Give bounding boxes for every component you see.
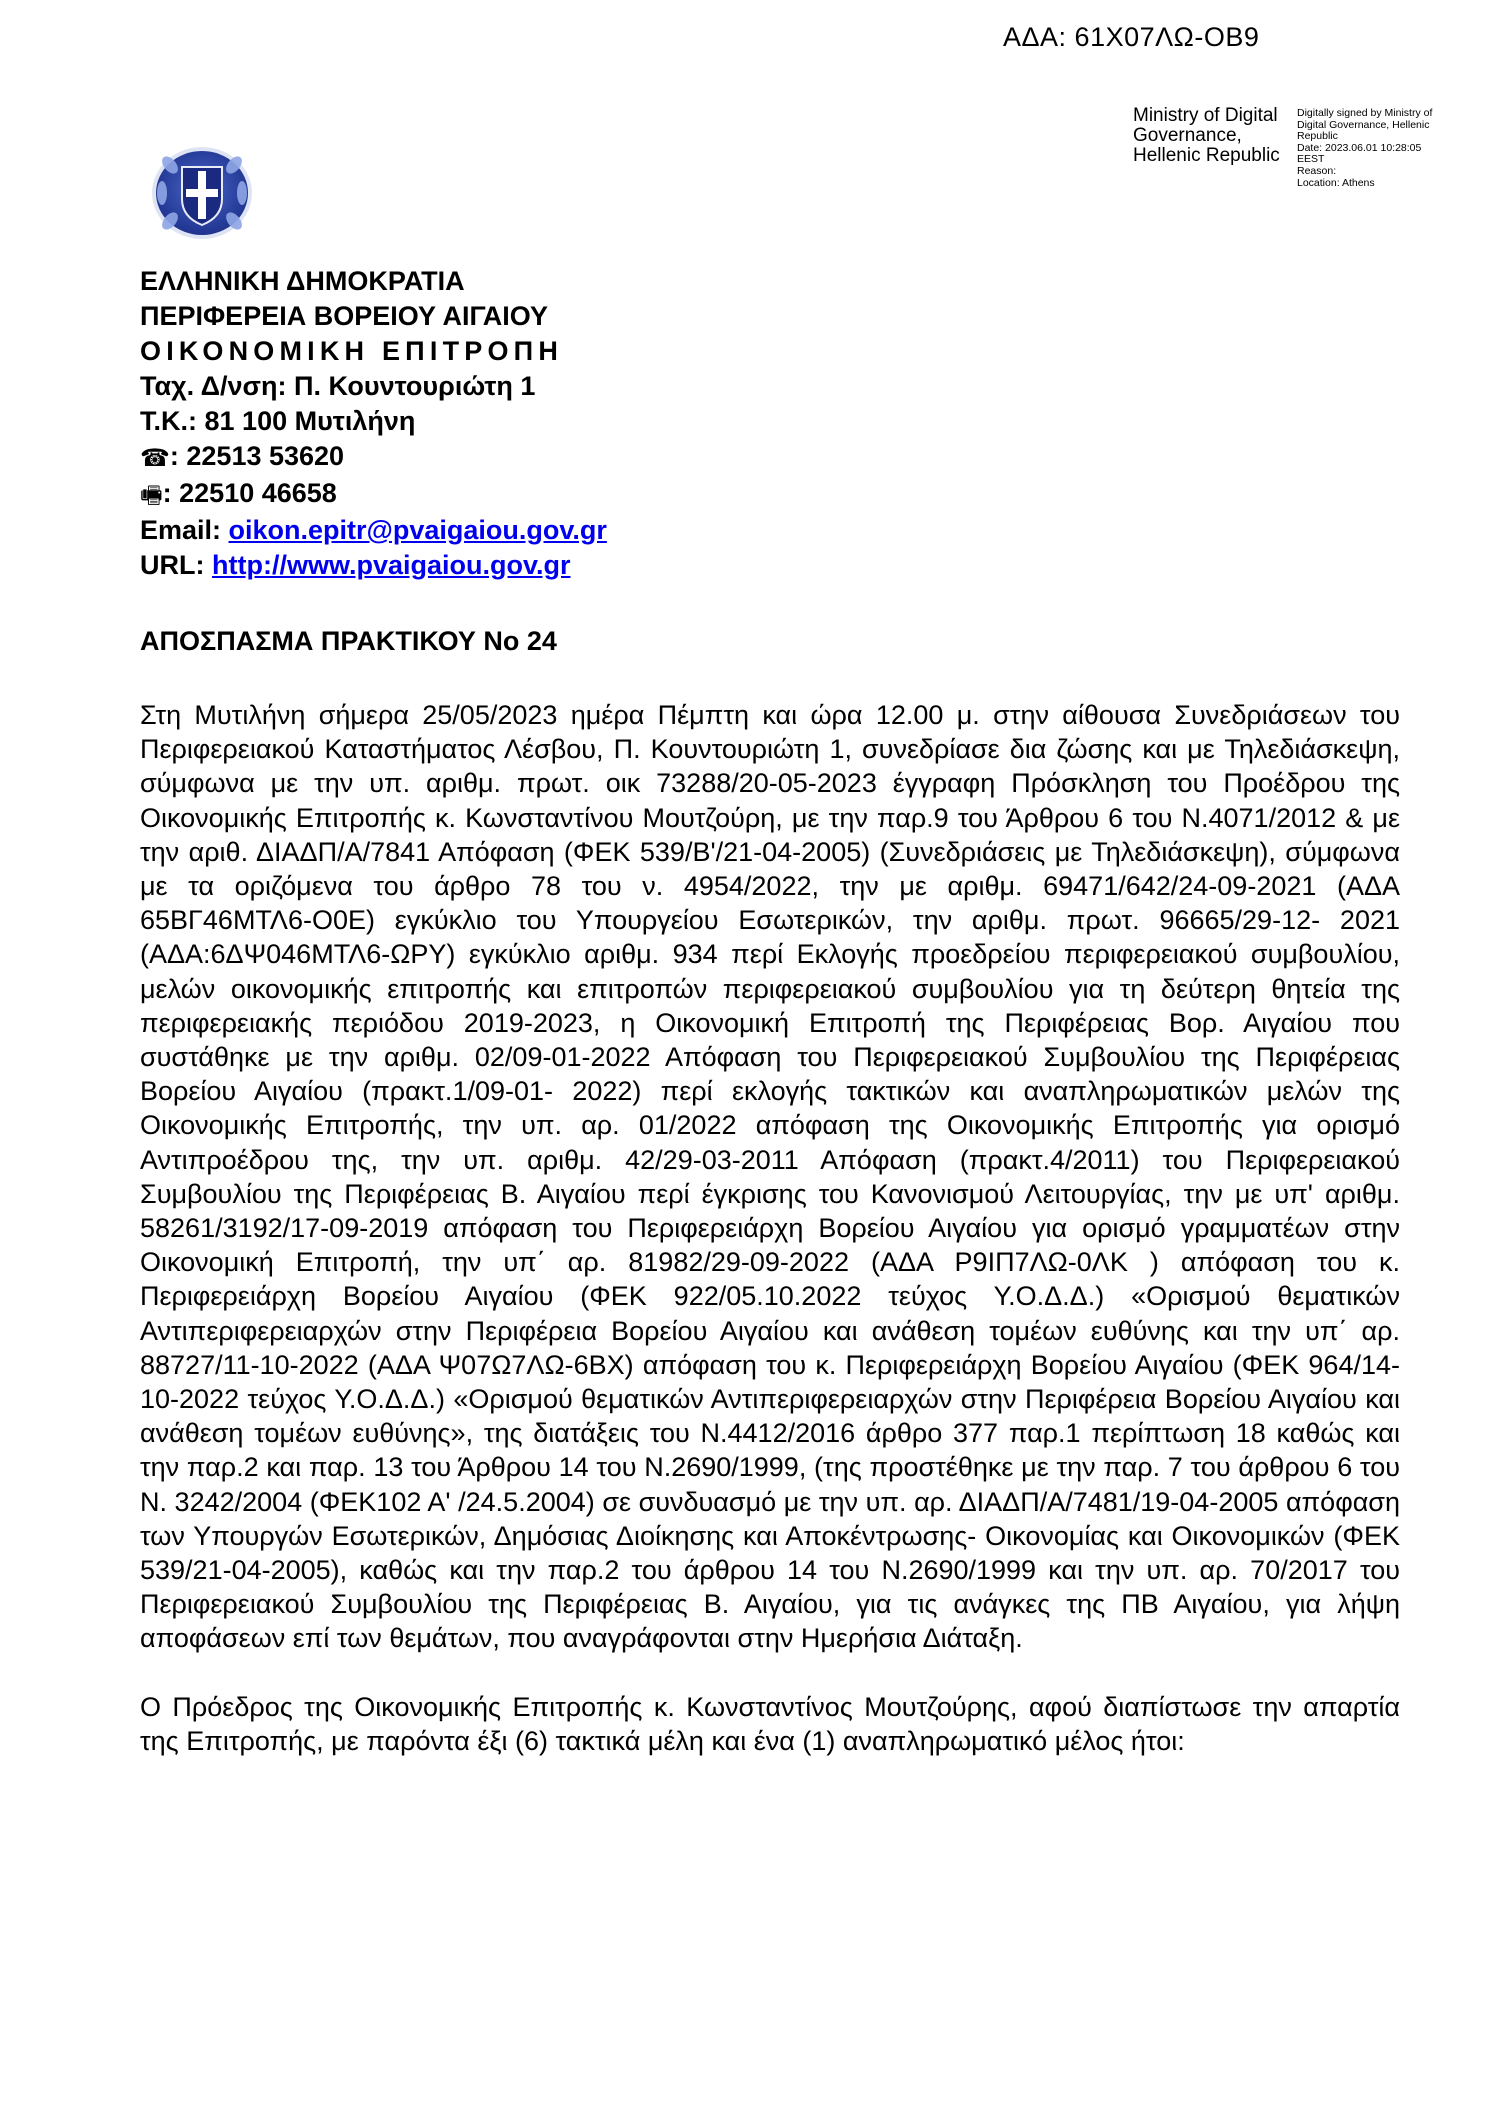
letterhead-committee: ΟΙΚΟΝΟΜΙΚΗ ΕΠΙΤΡΟΠΗ	[140, 336, 564, 366]
signature-detail-line: Reason:	[1297, 164, 1337, 177]
digital-signature	[1133, 106, 1467, 189]
body-text-line: αριθμ. 42/29-03-2011 Απόφαση (πρακτ.4/2011) του Περιφερειακού Συμβουλίου της	[140, 1144, 1400, 1209]
body-text-line: 2021 (ΑΔΑ:6ΔΨ046ΜΤΛ6-ΩΡΥ) εγκύκλιο αριθμ. 934 περί Εκλογής προεδρείου	[140, 905, 1400, 970]
letterhead-address: Ταχ. Δ/νση: Π. Κουντουριώτη 1	[140, 371, 536, 401]
body-text-line: δια ζώσης και με Τηλεδιάσκεψη, σύμφωνα με την υπ. αριθμ. πρωτ. οικ 73288/20-05-2023	[140, 734, 1400, 799]
fax-icon: 🖷	[140, 482, 163, 509]
body-text-line: απαρτία της Επιτροπής, με παρόντα έξι (6) τακτικά μέλη και ένα (1) αναπληρωματικό μέλος	[140, 1691, 1400, 1756]
body-text-line: παρ.2 και παρ. 13 του Άρθρου 14 του Ν.2690/1999, (της προστέθηκε με την παρ. 7 του	[186, 1452, 1239, 1483]
body-text-line: Αποκέντρωσης- Οικονομίας και Οικονομικών (ΦΕΚ 539/21-04-2005), καθώς και την παρ.2	[140, 1520, 1400, 1586]
body-text-line: Περιφερειάρχη Βορείου Αιγαίου (ΦΕΚ 964/14-10-2022 τεύχος Υ.Ο.Δ.Δ.) «Ορισμού	[140, 1349, 1400, 1415]
email-label: Email:	[140, 515, 229, 545]
ada-code: ΑΔΑ: 61Χ07ΛΩ-ΟΒ9	[1003, 22, 1260, 52]
body-text-line: περιφερειακού συμβουλίου, μελών οικονομικής επιτροπής και επιτροπών περιφερειακού	[140, 939, 1400, 1004]
letterhead-email	[140, 513, 607, 548]
signature-name-line: Hellenic Republic	[1133, 145, 1280, 166]
letterhead	[140, 264, 607, 583]
document-title: ΑΠΟΣΠΑΣΜΑ ΠΡΑΚΤΙΚΟΥ Νο 24	[140, 626, 557, 656]
signature-detail-line: Location: Athens	[1297, 176, 1375, 189]
body-text-line: ευθύνης», της διατάξεις του Ν.4412/2016 άρθρο 377 παρ.1 περίπτωση 18 καθώς και την	[140, 1418, 1400, 1483]
letterhead-phone	[140, 439, 607, 476]
signature-name-line: Ministry of Digital	[1133, 105, 1278, 126]
body-text-line: ήτοι:	[1130, 1725, 1185, 1756]
body-text-line: συμβουλίου για τη δεύτερη θητεία της περιφερειακής περιόδου 2019-2023, η Οικονομική	[140, 973, 1400, 1038]
hellenic-republic-emblem-icon	[148, 143, 256, 243]
letterhead-country: ΕΛΛΗΝΙΚΗ ΔΗΜΟΚΡΑΤΙΑ	[140, 266, 465, 296]
signature-detail-line: Digital Governance, Hellenic	[1297, 118, 1430, 131]
body-text-line: τομέων ευθύνης και την υπ΄ αρ. 88727/11-10-2022 (ΑΔΑ Ψ07Ω7ΛΩ-6ΒΧ) απόφαση του κ.	[140, 1315, 1400, 1380]
body-text-line: του άρθρου 14 του Ν.2690/1999 και την υπ. αρ. 70/2017 του Περιφερειακού Συμβουλίου της	[140, 1555, 1401, 1620]
signature-details	[1297, 108, 1467, 189]
body-text-line: θεματικών Αντιπεριφερειαρχών στην Περιφέρεια Βορείου Αιγαίου και ανάθεση τομέων	[140, 1384, 1400, 1449]
body-text-line: Ο Πρόεδρος της Οικονομικής Επιτροπής κ. Κωνσταντίνος Μουτζούρης, αφού διαπίστωσε την	[140, 1691, 1304, 1722]
paragraph-minutes-intro	[140, 698, 1400, 1656]
letterhead-fax	[140, 476, 607, 513]
telephone-icon: ☎	[140, 445, 170, 472]
body-text-line: υπ. αρ. 01/2022 απόφαση της Οικονομικής Επιτροπής για ορισμό Αντιπροέδρου της, την υπ.	[140, 1110, 1400, 1175]
body-text-line: Επιτροπή της Περιφέρειας Βορ. Αιγαίου που συστάθηκε με την αριθμ. 02/09-01-2022	[140, 1007, 1400, 1073]
signature-detail-line: Republic	[1297, 130, 1338, 143]
body-text-line: Περιφέρειας Β. Αιγαίου, για τις ανάγκες της ΠΒ Αιγαίου, για λήψη αποφάσεων επί των	[140, 1589, 1400, 1654]
body-text-line: οριζόμενα του άρθρο 78 του ν. 4954/2022, την με αριθμ. 69471/642/24-09-2021 (ΑΔΑ	[234, 871, 1400, 902]
body-text-line: Συνεδριάσεων του Περιφερειακού Καταστήματος Λέσβου, Π. Κουντουριώτη 1, συνεδρίασε	[140, 700, 1400, 765]
body-text-line: ) απόφαση του κ. Περιφερειάρχη Βορείου Αιγαίου (ΦΕΚ 922/05.10.2022 τεύχος Υ.Ο.Δ.Δ.)	[140, 1247, 1400, 1312]
fax-number: : 22510 46658	[162, 478, 337, 508]
body-text-line: Απόφαση (ΦΕΚ 539/Β'/21-04-2005) (Συνεδριάσεις με Τηλεδιάσκεψη), σύμφωνα με τα	[140, 836, 1400, 902]
body-text-line: 65ΒΓ46ΜΤΛ6-Ο0Ε) εγκύκλιο του Υπουργείου Εσωτερικών, την αριθμ. πρωτ. 96665/29-12-	[140, 905, 1340, 936]
letterhead-postal: Τ.Κ.: 81 100 Μυτιλήνη	[140, 406, 416, 436]
signature-detail-line: Digitally signed by Ministry of	[1297, 107, 1433, 119]
body-text-line: Απόφαση του Περιφερειακού Συμβουλίου της Περιφέρειας Βορείου Αιγαίου (πρακτ.1/09-01-	[140, 1042, 1400, 1107]
body-text-line: ΔΙΑΔΠ/Α/7481/19-04-2005 απόφαση των Υπουργών Εσωτερικών, Δημόσιας Διοίκησης και	[140, 1486, 1400, 1551]
signature-detail-line: Date: 2023.06.01 10:28:05	[1297, 141, 1422, 154]
body-text-line: έγγραφη Πρόσκληση του Προέδρου της Οικονομικής Επιτροπής κ. Κωνσταντίνου	[140, 768, 1400, 833]
letterhead-region: ΠΕΡΙΦΕΡΕΙΑ ΒΟΡΕΙΟΥ ΑΙΓΑΙΟΥ	[140, 301, 549, 331]
website-link[interactable]: http://www.pvaigaiou.gov.gr	[211, 550, 571, 580]
body-text-line: «Ορισμού θεματικών Αντιπεριφερειαρχών στην Περιφέρεια Βορείου Αιγαίου και ανάθεση	[140, 1281, 1401, 1346]
email-link[interactable]: oikon.epitr@pvaigaiou.gov.gr	[228, 515, 607, 545]
body-text-line: γραμματέων στην Οικονομική Επιτροπή, την υπ΄ αρ. 81982/29-09-2022 (ΑΔΑ Ρ9ΙΠ7ΛΩ-0ΛΚ	[140, 1213, 1401, 1278]
document-body	[140, 698, 1400, 1758]
letterhead-url	[140, 548, 607, 583]
body-text-line: Περιφέρειας Β. Αιγαίου περί έγκρισης του Κανονισμού Λειτουργίας, την με υπ' αριθμ.	[344, 1178, 1400, 1209]
body-text-line: 58261/3192/17-09-2019 απόφαση του Περιφερειάρχη Βορείου Αιγαίου για ορισμό	[140, 1213, 1181, 1244]
body-text-line: Στη Μυτιλήνη σήμερα 25/05/2023 ημέρα Πέμπτη και ώρα 12.00 μ. στην αίθουσα	[140, 700, 1175, 730]
signature-name	[1133, 106, 1293, 189]
paragraph-quorum	[140, 1690, 1400, 1758]
body-text-line: άρθρου 6 του Ν. 3242/2004 (ΦΕΚ102 Α' /24.5.2004) σε συνδυασμό με την υπ. αρ.	[140, 1452, 1401, 1517]
body-text-line: 2022) περί εκλογής τακτικών και αναπληρωματικών μελών της Οικονομικής Επιτροπής, την	[140, 1076, 1400, 1141]
signature-name-line: Governance,	[1133, 125, 1242, 146]
url-label: URL:	[140, 550, 212, 580]
body-text-line: θεμάτων, που αναγράφονται στην Ημερήσια Διάταξη.	[389, 1623, 1023, 1654]
phone-number: : 22513 53620	[169, 441, 345, 471]
signature-detail-line: EEST	[1297, 153, 1325, 166]
body-text-line: Μουτζούρη, με την παρ.9 του Άρθρου 6 του Ν.4071/2012 & με την αριθ. ΔΙΑΔΠ/Α/7841	[140, 802, 1400, 867]
